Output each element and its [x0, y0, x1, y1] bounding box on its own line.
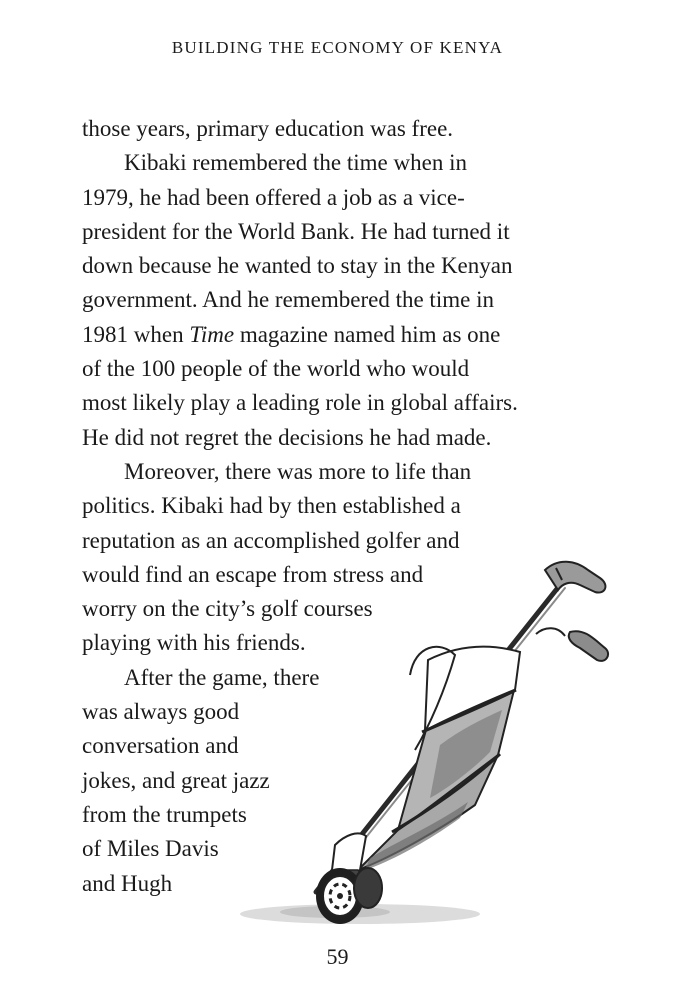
golf-bag-trolley-icon	[240, 540, 640, 935]
text-line: was always good	[82, 699, 240, 725]
text-line: jokes, and great jazz	[82, 767, 270, 793]
running-header: BUILDING THE ECONOMY OF KENYA	[171, 38, 504, 57]
text-line: playing with his friends.	[82, 630, 306, 656]
text-line: Moreover, there was more to life than	[124, 458, 472, 484]
text-line: most likely play a leading role in global affairs.	[82, 390, 518, 416]
text-line: worry on the city’s golf courses	[82, 596, 373, 622]
text-line: After the game, there	[124, 664, 320, 690]
text-line: would find an escape from stress and	[82, 561, 424, 587]
text-line: government. And he remembered the time in	[82, 287, 494, 313]
text-line: 1979, he had been offered a job as a vice-	[82, 184, 465, 210]
magazine-title: Time	[189, 321, 235, 347]
text-line: from the trumpets	[82, 801, 247, 827]
text-line	[82, 318, 602, 352]
text-line: president for the World Bank. He had turned it	[82, 218, 510, 244]
text-line: down because he wanted to stay in the Kenyan	[82, 253, 513, 279]
text-line: those years, primary education was free.	[82, 116, 454, 141]
text-line: conversation and	[82, 733, 239, 759]
text-line: He did not regret the decisions he had made.	[82, 424, 492, 450]
text-line: of Miles Davis	[82, 836, 219, 862]
text-line: politics. Kibaki had by then established a	[82, 493, 461, 519]
page-number: 59	[326, 944, 349, 969]
text-segment: magazine named him as one	[234, 321, 501, 347]
text-line: Kibaki remembered the time when in	[124, 150, 467, 176]
text-line: reputation as an accomplished golfer and	[82, 527, 460, 553]
text-line: of the 100 people of the world who would	[82, 356, 470, 382]
text-line: and Hugh	[82, 870, 173, 896]
text-segment: 1981 when	[82, 321, 190, 347]
